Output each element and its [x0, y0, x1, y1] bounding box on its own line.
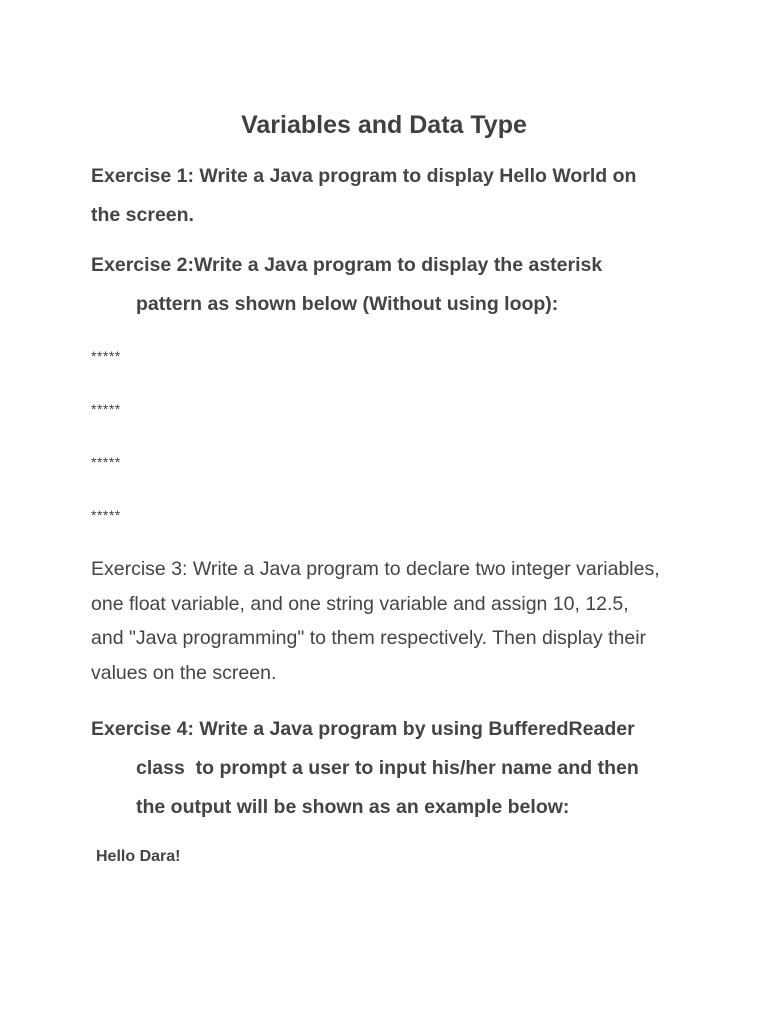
example-output: Hello Dara!	[96, 848, 181, 865]
exercise-3-line-1: Exercise 3: Write a Java program to declare two integer variables,	[91, 558, 660, 580]
asterisk-row-4: *****	[91, 507, 121, 523]
page-title: Variables and Data Type	[241, 111, 527, 139]
exercise-1-line-2: the screen.	[91, 204, 194, 226]
exercise-2-line-2: pattern as shown below (Without using loop):	[136, 293, 559, 315]
exercise-2	[91, 246, 691, 324]
asterisk-row-2: *****	[91, 401, 121, 417]
exercise-2-line-1: Exercise 2:Write a Java program to display the asterisk	[91, 254, 603, 276]
exercise-4-line-1: Exercise 4: Write a Java program by using BufferedReader	[91, 718, 635, 740]
exercise-3-line-2: one float variable, and one string variable and assign 10, 12.5,	[91, 592, 629, 615]
asterisk-row-1: *****	[91, 348, 121, 364]
exercise-3	[91, 552, 691, 690]
exercise-1	[91, 157, 691, 235]
exercise-4	[91, 710, 691, 827]
exercise-3-line-4: values on the screen.	[91, 661, 277, 684]
asterisk-row-3: *****	[91, 454, 121, 470]
exercise-3-line-3: and "Java programming" to them respectively. Then display their	[91, 627, 647, 649]
exercise-1-line-1: Exercise 1: Write a Java program to display Hello World on	[91, 165, 637, 187]
exercise-4-line-2: class to prompt a user to input his/her name and then	[136, 757, 639, 779]
exercise-4-line-3: the output will be shown as an example below:	[136, 796, 570, 818]
